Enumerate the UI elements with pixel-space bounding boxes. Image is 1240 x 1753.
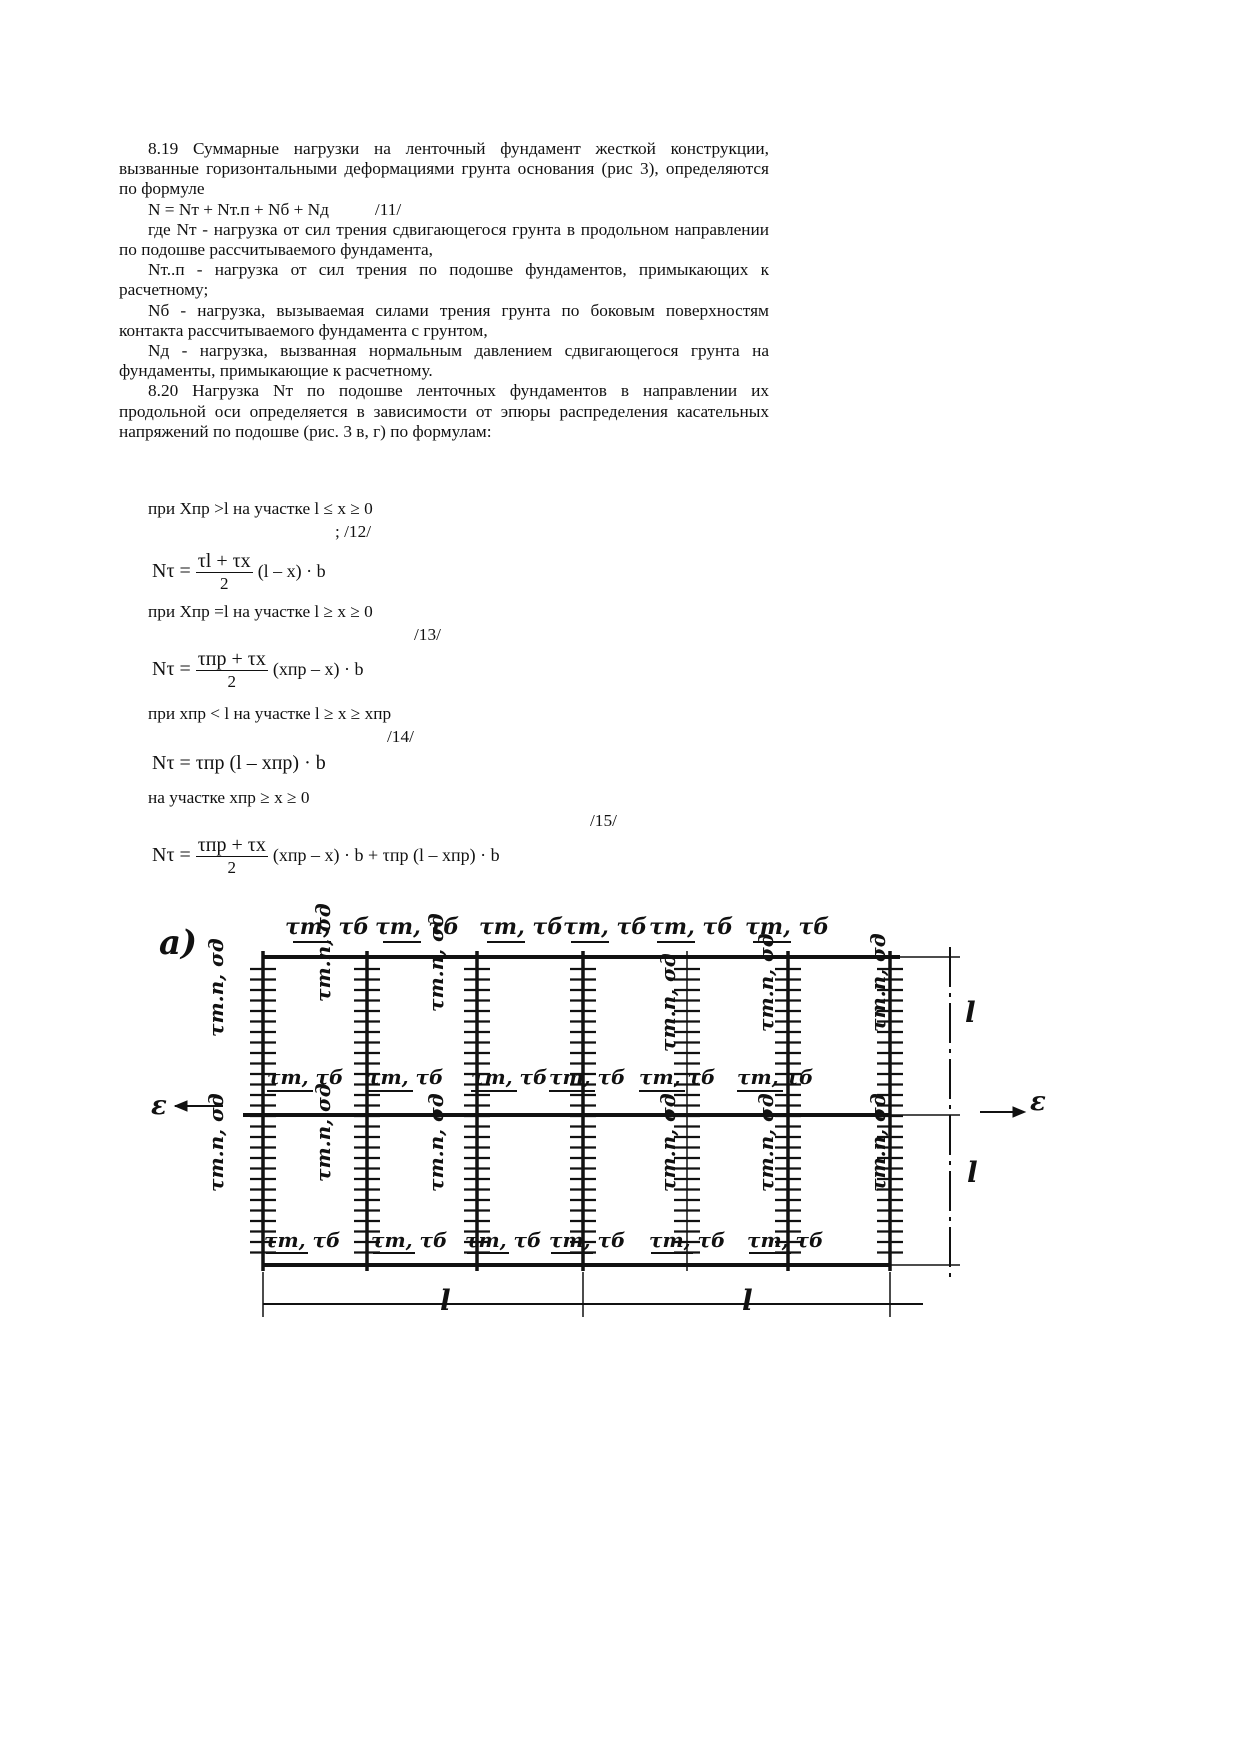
formula-13-lhs: Nτ = <box>152 658 191 681</box>
normal-stress-label: τт.п, σд <box>311 903 335 1002</box>
paragraph-8-19-intro: 8.19 Суммарные нагрузки на ленточный фундамент жесткой конструкции, вызванные горизонтальными деформациями грунта основания (рис 3), определяются по формуле <box>119 139 769 199</box>
shear-stress-label-top: τт, τб <box>479 914 564 940</box>
shear-stress-label-bottom: τт, τб <box>549 1228 626 1252</box>
formula-13-tail: (xпр – x) · b <box>272 659 364 680</box>
shear-stress-label-top: τт, τб <box>745 914 830 940</box>
normal-stress-label: τт.п, σд <box>204 1093 228 1192</box>
shear-stress-label-top: τт, τб <box>649 914 734 940</box>
shear-stress-label-bottom: τт, τб <box>371 1228 448 1252</box>
height-length-upper: l <box>965 996 976 1029</box>
normal-stress-label: τт.п, σд <box>424 1093 448 1192</box>
shear-stress-label-middle: τт, τб <box>471 1065 548 1089</box>
foundation-grid <box>175 947 1025 1317</box>
formula-14: Nτ = τпр (l – xпр) · b <box>152 752 326 774</box>
normal-stress-label: τт.п, σд <box>866 933 890 1032</box>
formula-12-denominator: 2 <box>219 574 229 593</box>
formula-15-numerator: τпр + τx <box>197 834 266 856</box>
normal-stress-label: τт.п, σд <box>204 938 228 1037</box>
definition-n-tp: Nт..п - нагрузка от сил трения по подошве фундаментов, примыкающих к расчетному; <box>119 260 769 300</box>
height-length-lower: l <box>967 1156 978 1189</box>
case-15-condition: на участке xпр ≥ x ≥ 0 <box>148 788 310 807</box>
formula-12 <box>152 550 326 595</box>
shear-stress-label-middle: τт, τб <box>737 1065 814 1089</box>
formula-11-line <box>119 200 769 220</box>
strain-right-arrowhead <box>1013 1107 1025 1117</box>
formula-13-denominator: 2 <box>227 672 237 691</box>
normal-stress-label: τт.п, σд <box>866 1093 890 1192</box>
formula-11-number: /11/ <box>374 199 402 219</box>
definition-n-t: где Nт - нагрузка от сил трения сдвигающегося грунта в продольном направлении по подошве рассчитываемого фундамента, <box>119 219 769 260</box>
shear-stress-label-middle: τт, τб <box>549 1065 626 1089</box>
formula-12-fraction <box>196 550 253 595</box>
definition-n-b: Nб - нагрузка, вызываемая силами трения грунта по боковым поверхностям контакта рассчитываемого фундамента с грунтом, <box>119 300 769 340</box>
formula-15-fraction <box>196 834 268 879</box>
shear-stress-label-bottom: τт, τб <box>747 1228 824 1252</box>
figure-3a-svg <box>145 892 1095 1352</box>
paragraph-8-20-intro: 8.20 Нагрузка Nт по подошве ленточных фундаментов в направлении их продольной оси определяется в зависимости от эпюры распределения касательных напряжений по подошве (рис. 3 в, г) по формулам: <box>119 381 769 441</box>
formula-15-tail: (xпр – x) · b + τпр (l – xпр) · b <box>272 845 500 866</box>
figure-label: а) <box>159 923 198 963</box>
strain-left-arrowhead <box>175 1101 187 1111</box>
span-length-left: l <box>440 1284 451 1317</box>
formula-15-denominator: 2 <box>227 858 237 877</box>
span-length-right: l <box>742 1284 753 1317</box>
case-13-condition: при Xпр =l на участке l ≥ x ≥ 0 <box>148 602 373 621</box>
normal-stress-label: τт.п, σд <box>754 1093 778 1192</box>
formula-13-number: /13/ <box>414 625 441 644</box>
formula-13-fraction <box>196 648 268 693</box>
case-12-condition: при Xпр >l на участке l ≤ x ≥ 0 <box>148 499 373 518</box>
formula-12-lhs: Nτ = <box>152 560 191 583</box>
stress-arrows <box>250 969 903 1253</box>
shear-stress-label-bottom: τт, τб <box>465 1228 542 1252</box>
formula-15 <box>152 834 500 879</box>
normal-stress-label: τт.п, σд <box>754 933 778 1032</box>
shear-stress-label-bottom: τт, τб <box>264 1228 341 1252</box>
shear-stress-label-top: τт, τб <box>375 914 460 940</box>
figure-3a <box>145 892 1095 1352</box>
formula-12-numerator: τl + τx <box>197 550 251 572</box>
normal-stress-label: τт.п, σд <box>656 1093 680 1192</box>
shear-stress-label-bottom: τт, τб <box>649 1228 726 1252</box>
case-14-condition: при xпр < l на участке l ≥ x ≥ xпр <box>148 704 392 723</box>
shear-stress-label-top: τт, τб <box>563 914 648 940</box>
shear-stress-label-middle: τт, τб <box>267 1065 344 1089</box>
section-8-19 <box>119 139 769 442</box>
shear-stress-label-middle: τт, τб <box>367 1065 444 1089</box>
shear-stress-label-middle: τт, τб <box>639 1065 716 1089</box>
normal-stress-label: τт.п, σд <box>424 913 448 1012</box>
definition-n-d: Nд - нагрузка, вызванная нормальным давлением сдвигающегося грунта на фундаменты, примыкающие к расчетному. <box>119 341 769 381</box>
formula-12-number: ; /12/ <box>335 522 372 541</box>
normal-stress-label: τт.п, σд <box>656 953 680 1052</box>
strain-left-label: ε <box>151 1091 167 1121</box>
formula-15-lhs: Nτ = <box>152 844 191 867</box>
formula-13-numerator: τпр + τx <box>197 648 266 670</box>
formula-14-number: /14/ <box>387 727 414 746</box>
figure-labels <box>151 903 1046 1317</box>
formula-12-tail: (l – x) · b <box>257 561 326 582</box>
formula-11: N = Nт + Nт.п + Nб + Nд <box>148 199 329 219</box>
shear-stress-label-top: τт, τб <box>285 914 370 940</box>
formula-15-number: /15/ <box>590 811 617 830</box>
strain-right-label: ε <box>1030 1087 1046 1117</box>
normal-stress-label: τт.п, σд <box>311 1083 335 1182</box>
formula-13 <box>152 648 363 693</box>
